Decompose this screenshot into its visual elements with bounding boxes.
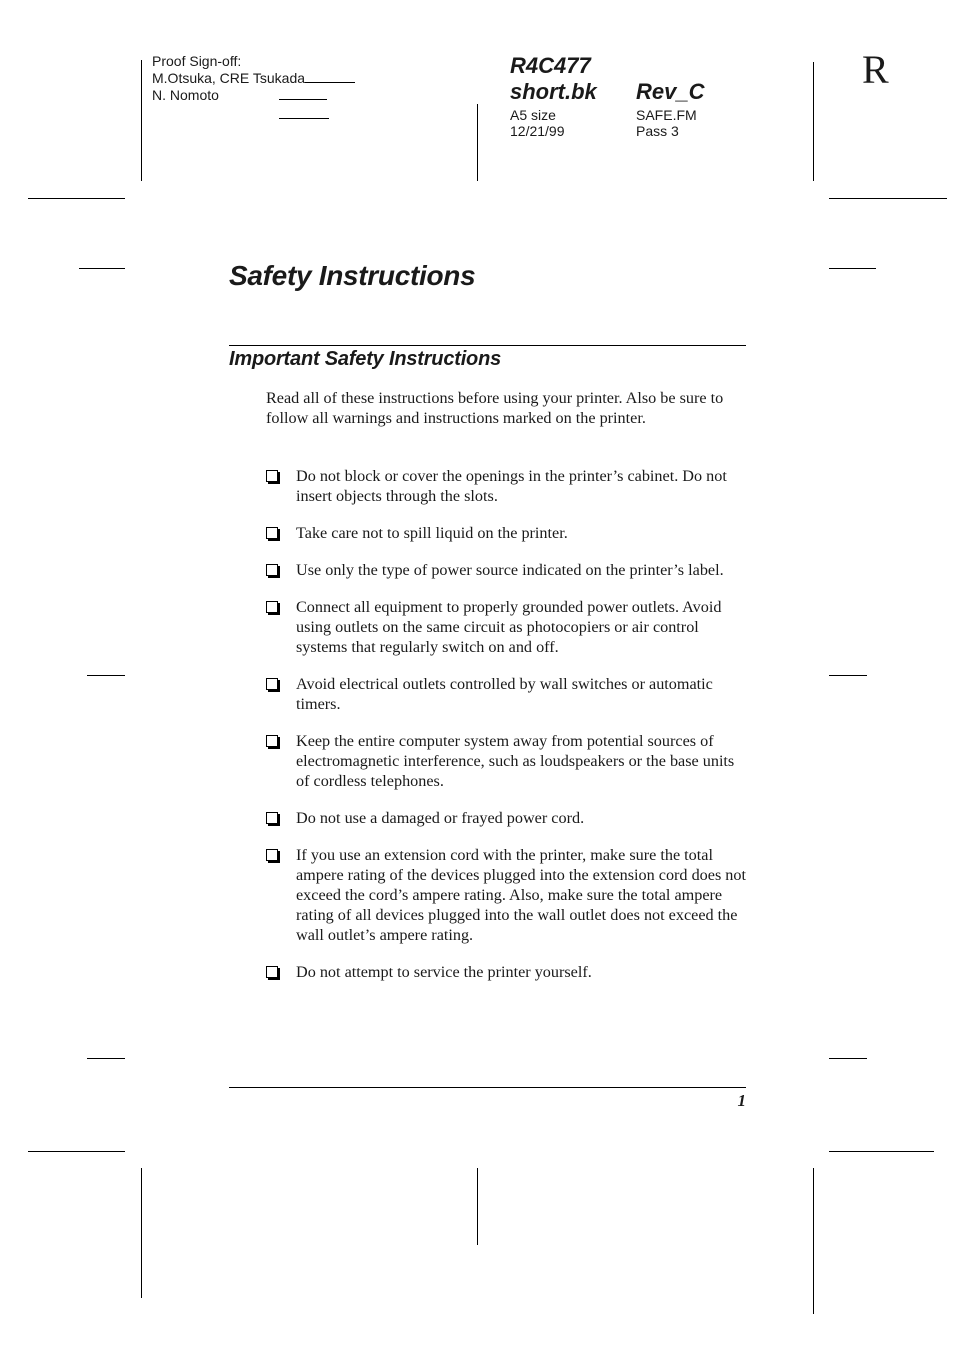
list-item <box>266 560 746 580</box>
list-item-text: Take care not to spill liquid on the printer. <box>296 524 568 542</box>
list-item <box>266 674 746 714</box>
corner-mark: R <box>862 47 889 92</box>
crop-mark-top-right-vertical <box>813 62 814 181</box>
crop-mark-top-right-horizontal <box>829 198 947 199</box>
crop-mark-lower-right-trim <box>829 1058 867 1059</box>
checkbox-bullet-icon <box>266 735 278 747</box>
crop-mark-top-left-horizontal <box>28 198 125 199</box>
crop-mark-bottom-left-horizontal <box>28 1151 125 1152</box>
list-item-text: If you use an extension cord with the printer, make sure the total ampere rating of the devices plugged into the extension cord does not exceed the cord’s ampere rating. Also, make sure the total ampere rating of all devices plugged into the wall outlet does not exceed the wall outlet’s ampere rating. <box>296 846 746 944</box>
intro-paragraph: Read all of these instructions before using your printer. Also be sure to follow all warnings and instructions marked on the printer. <box>266 389 724 427</box>
checkbox-bullet-icon <box>266 470 278 482</box>
checkbox-bullet-icon <box>266 527 278 539</box>
doc-file: SAFE.FM <box>636 107 697 123</box>
list-item-text: Do not attempt to service the printer yourself. <box>296 963 592 981</box>
section-title: Important Safety Instructions <box>229 348 502 370</box>
crop-mark-mid-left <box>87 675 125 676</box>
list-item <box>266 597 746 657</box>
page-title: Safety Instructions <box>229 260 476 291</box>
proof-signoff-line-2 <box>152 87 355 104</box>
proof-signoff-line-1 <box>152 70 355 87</box>
proof-signoff <box>152 53 355 104</box>
doc-book: short.bk <box>510 79 597 104</box>
checkbox-bullet-icon <box>266 601 278 613</box>
signature-blank-extra <box>279 106 329 119</box>
list-item <box>266 523 746 543</box>
proof-signoff-label: Proof Sign-off: <box>152 53 242 69</box>
list-item <box>266 845 746 945</box>
checkbox-bullet-icon <box>266 849 278 861</box>
crop-mark-mid-right <box>829 675 867 676</box>
checkbox-bullet-icon <box>266 678 278 690</box>
crop-mark-upper-left-trim <box>79 268 125 269</box>
list-item <box>266 466 746 506</box>
signature-blank <box>279 87 327 100</box>
list-item-text: Keep the entire computer system away from potential sources of electromagnetic interference, such as loudspeakers or the base units of cordless telephones. <box>296 732 735 790</box>
safety-list <box>266 466 746 999</box>
list-item-text: Use only the type of power source indicated on the printer’s label. <box>296 561 724 579</box>
checkbox-bullet-icon <box>266 564 278 576</box>
crop-mark-top-left-vertical <box>141 60 142 181</box>
crop-mark-bottom-right-horizontal <box>829 1151 934 1152</box>
list-item <box>266 962 746 982</box>
crop-mark-top-center-vertical <box>477 104 478 181</box>
list-item <box>266 731 746 791</box>
list-item-text: Connect all equipment to properly grounded power outlets. Avoid using outlets on the same circuit as photocopiers or air control systems that regularly switch on and off. <box>296 598 722 656</box>
list-item <box>266 808 746 828</box>
list-item-text: Do not use a damaged or frayed power cord. <box>296 809 585 827</box>
list-item-text: Do not block or cover the openings in the printer’s cabinet. Do not insert objects through the slots. <box>296 467 727 505</box>
checkbox-bullet-icon <box>266 812 278 824</box>
doc-revision: Rev_C <box>636 79 705 104</box>
crop-mark-bottom-left-vertical <box>141 1168 142 1298</box>
crop-mark-lower-left-trim <box>87 1058 125 1059</box>
doc-code: R4C477 <box>510 53 591 78</box>
checkbox-bullet-icon <box>266 966 278 978</box>
page-number: 1 <box>737 1091 746 1110</box>
footer-rule <box>229 1087 746 1088</box>
crop-mark-bottom-center-vertical <box>477 1168 478 1245</box>
proof-signoff-names-1: M.Otsuka, CRE Tsukada <box>152 70 306 86</box>
doc-date: 12/21/99 <box>510 123 565 139</box>
doc-size: A5 size <box>510 107 556 123</box>
signature-blank <box>305 70 355 83</box>
proof-signoff-names-2: N. Nomoto <box>152 87 219 103</box>
crop-mark-upper-right-trim <box>829 268 876 269</box>
crop-mark-bottom-right-vertical <box>813 1168 814 1314</box>
list-item-text: Avoid electrical outlets controlled by wall switches or automatic timers. <box>296 675 713 713</box>
doc-pass: Pass 3 <box>636 123 679 139</box>
